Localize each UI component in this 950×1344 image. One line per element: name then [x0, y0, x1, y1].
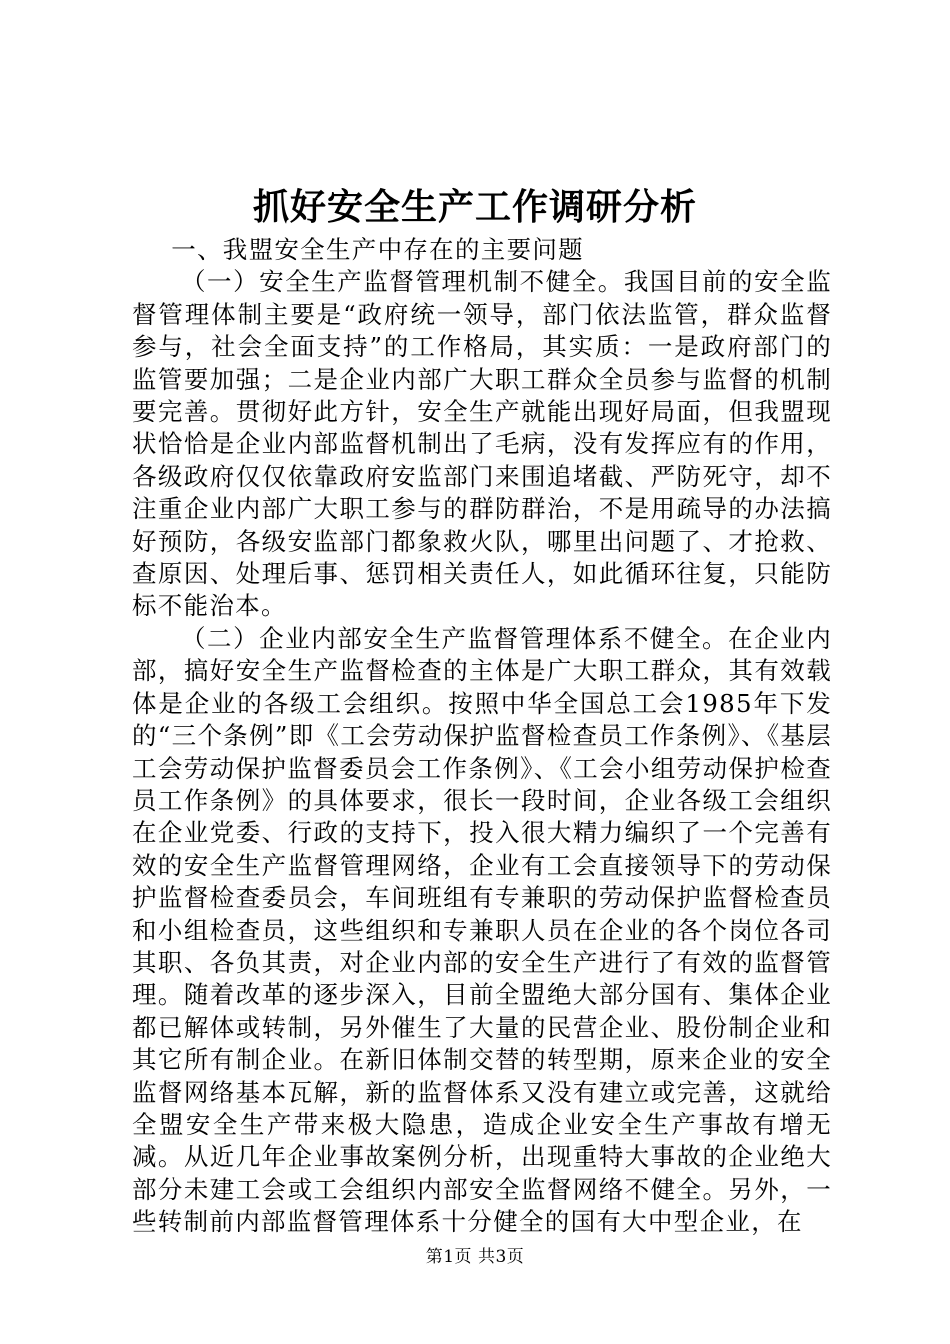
section-heading: 一、我盟安全生产中存在的主要问题 — [171, 235, 584, 264]
document-body — [132, 234, 832, 1239]
paragraph-1: （一）安全生产监督管理机制不健全。我国目前的安全监督管理体制主要是“政府统一领导，部门依法监管，群众监督参与，社会全面支持”的工作格局，其实质：一是政府部门的监管要加强；二是企业内部广大职工群众全员参与监督的机制要完善。贯彻好此方针，安全生产就能出现好局面，但我盟现状恰恰是企业内部监督机制出了毛病，没有发挥应有的作用，各级政府仅仅依靠政府安监部门来围追堵截、严防死守，却不注重企业内部广大职工参与的群防群治，不是用疏导的办法搞好预防，各级安监部门都象救火队，哪里出问题了、才抢救、查原因、处理后事、惩罚相关责任人，如此循环往复，只能防标不能治本。 — [132, 267, 832, 621]
paragraph-2: （二）企业内部安全生产监督管理体系不健全。在企业内部，搞好安全生产监督检查的主体是广大职工群众，其有效载体是企业的各级工会组织。按照中华全国总工会1985年下发的“三个条例”即《工会劳动保护监督检查员工作条例》、《基层工会劳动保护监督委员会工作条例》、《工会小组劳动保护检查员工作条例》的具体要求，很长一段时间，企业各级工会组织在企业党委、行政的支持下，投入很大精力编织了一个完善有效的安全生产监督管理网络，企业有工会直接领导下的劳动保护监督检查委员会，车间班组有专兼职的劳动保护监督检查员和小组检查员，这些组织和专兼职人员在企业的各个岗位各司其职、各负其责，对企业内部的安全生产进行了有效的监督管理。随着改革的逐步深入，目前全盟绝大部分国有、集体企业都已解体或转制，另外催生了大量的民营企业、股份制企业和其它所有制企业。在新旧体制交替的转型期，原来企业的安全监督网络基本瓦解，新的监督体系又没有建立或完善，这就给全盟安全生产带来极大隐患，造成企业安全生产事故有增无减。从近几年企业事故案例分析，出现重特大事故的企业绝大部分未建工会或工会组织内部安全监督网络不健全。另外，一些转制前内部监督管理体系十分健全的国有大中型企业，在 — [132, 623, 832, 1237]
document-title: 抓好安全生产工作调研分析 — [252, 186, 697, 228]
page-number-footer: 第1页 共3页 — [425, 1247, 525, 1267]
